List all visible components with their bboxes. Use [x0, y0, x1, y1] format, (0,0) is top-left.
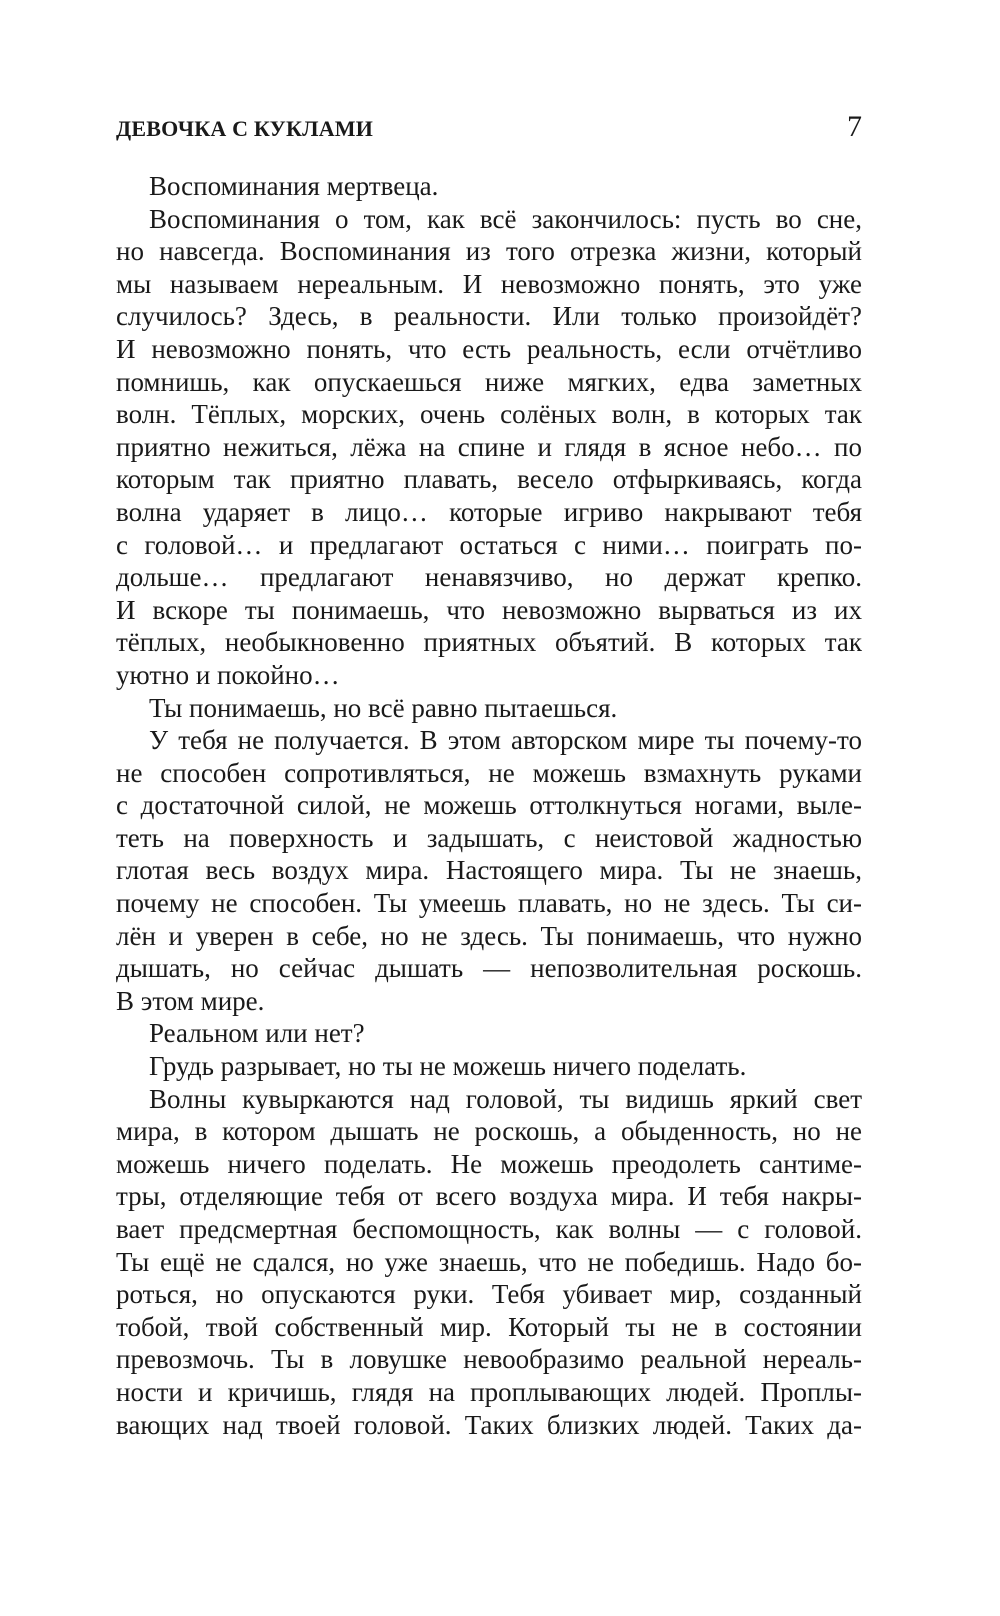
text-line: волн. Тёплых, морских, очень солёных волн, в которых так [116, 399, 862, 430]
text-line: И вскоре ты понимаешь, что невозможно вырваться из их [116, 594, 862, 625]
text-line: тобой, твой собственный мир. Который ты не в состоянии [116, 1311, 862, 1342]
running-header [116, 112, 862, 148]
text-line: волна ударяет в лицо… которые игриво накрывают тебя [116, 496, 862, 527]
text-line: с достаточной силой, не можешь оттолкнуться ногами, выле- [116, 790, 862, 821]
text-line: случилось? Здесь, в реальности. Или только произойдёт? [116, 301, 862, 332]
text-line: дольше… предлагают ненавязчиво, но держат крепко. [116, 562, 862, 593]
text-line: не способен сопротивляться, не можешь взмахнуть руками [116, 757, 862, 788]
text-line: вает предсмертная беспомощность, как волны — с головой. [116, 1214, 862, 1244]
text-line: глотая весь воздух мира. Настоящего мира. Ты не знаешь, [116, 855, 862, 886]
text-line: Ты понимаешь, но всё равно пытаешься. [149, 692, 618, 723]
body-text [116, 170, 862, 1441]
text-line: дышать, но сейчас дышать — непозволительная роскошь. [116, 953, 862, 984]
running-title: ДЕВОЧКА С КУКЛАМИ [116, 116, 374, 141]
text-line: которым так приятно плавать, весело отфыркиваясь, когда [116, 464, 862, 495]
text-line: мира, в котором дышать не роскошь, а обыденность, но не [116, 1116, 862, 1147]
text-line: мы называем нереальным. И невозможно понять, это уже [116, 268, 862, 299]
text-line: помнишь, как опускаешься ниже мягких, едва заметных [116, 366, 862, 397]
text-line: Воспоминания мертвеца. [149, 171, 439, 201]
text-line: можешь ничего поделать. Не можешь преодолеть сантиме- [116, 1148, 862, 1179]
text-line: приятно нежиться, лёжа на спине и глядя в ясное небо… по [116, 431, 862, 462]
text-line: но навсегда. Воспоминания из того отрезка жизни, который [116, 236, 862, 267]
text-line: с головой… и предлагают остаться с ними… поиграть по- [116, 529, 862, 560]
text-line: почему не способен. Ты умеешь плавать, но не здесь. Ты си- [116, 888, 862, 919]
text-line: ности и кричишь, глядя на проплывающих людей. Проплы- [116, 1376, 862, 1407]
text-line: Ты ещё не сдался, но уже знаешь, что не победишь. Надо бо- [116, 1246, 862, 1277]
text-line: теть на поверхность и задышать, с неистовой жадностью [116, 822, 862, 853]
text-line: Воспоминания о том, как всё закончилось: пусть во сне, [149, 203, 862, 234]
text-line: вающих над твоей головой. Таких близких людей. Таких да- [116, 1409, 862, 1440]
text-line: Реальном или нет? [149, 1018, 365, 1049]
text-line: Волны кувыркаются над головой, ты видишь яркий свет [149, 1083, 862, 1114]
text-line: уютно и покойно… [116, 659, 340, 690]
text-line: У тебя не получается. В этом авторском мире ты почему-то [149, 725, 862, 756]
text-line: Грудь разрывает, но ты не можешь ничего поделать. [149, 1051, 747, 1082]
page-number: 7 [847, 110, 862, 143]
text-line: тры, отделяющие тебя от всего воздуха мира. И тебя накры- [116, 1181, 862, 1212]
text-line: И невозможно понять, что есть реальность, если отчётливо [116, 333, 862, 364]
text-line: роться, но опускаются руки. Тебя убивает мир, созданный [116, 1279, 862, 1310]
text-line: В этом мире. [116, 985, 265, 1016]
text-line: лён и уверен в себе, но не здесь. Ты понимаешь, что нужно [116, 920, 862, 951]
text-line: превозмочь. Ты в ловушке невообразимо реальной нереаль- [116, 1344, 862, 1375]
text-line: тёплых, необыкновенно приятных объятий. В которых так [116, 627, 862, 658]
